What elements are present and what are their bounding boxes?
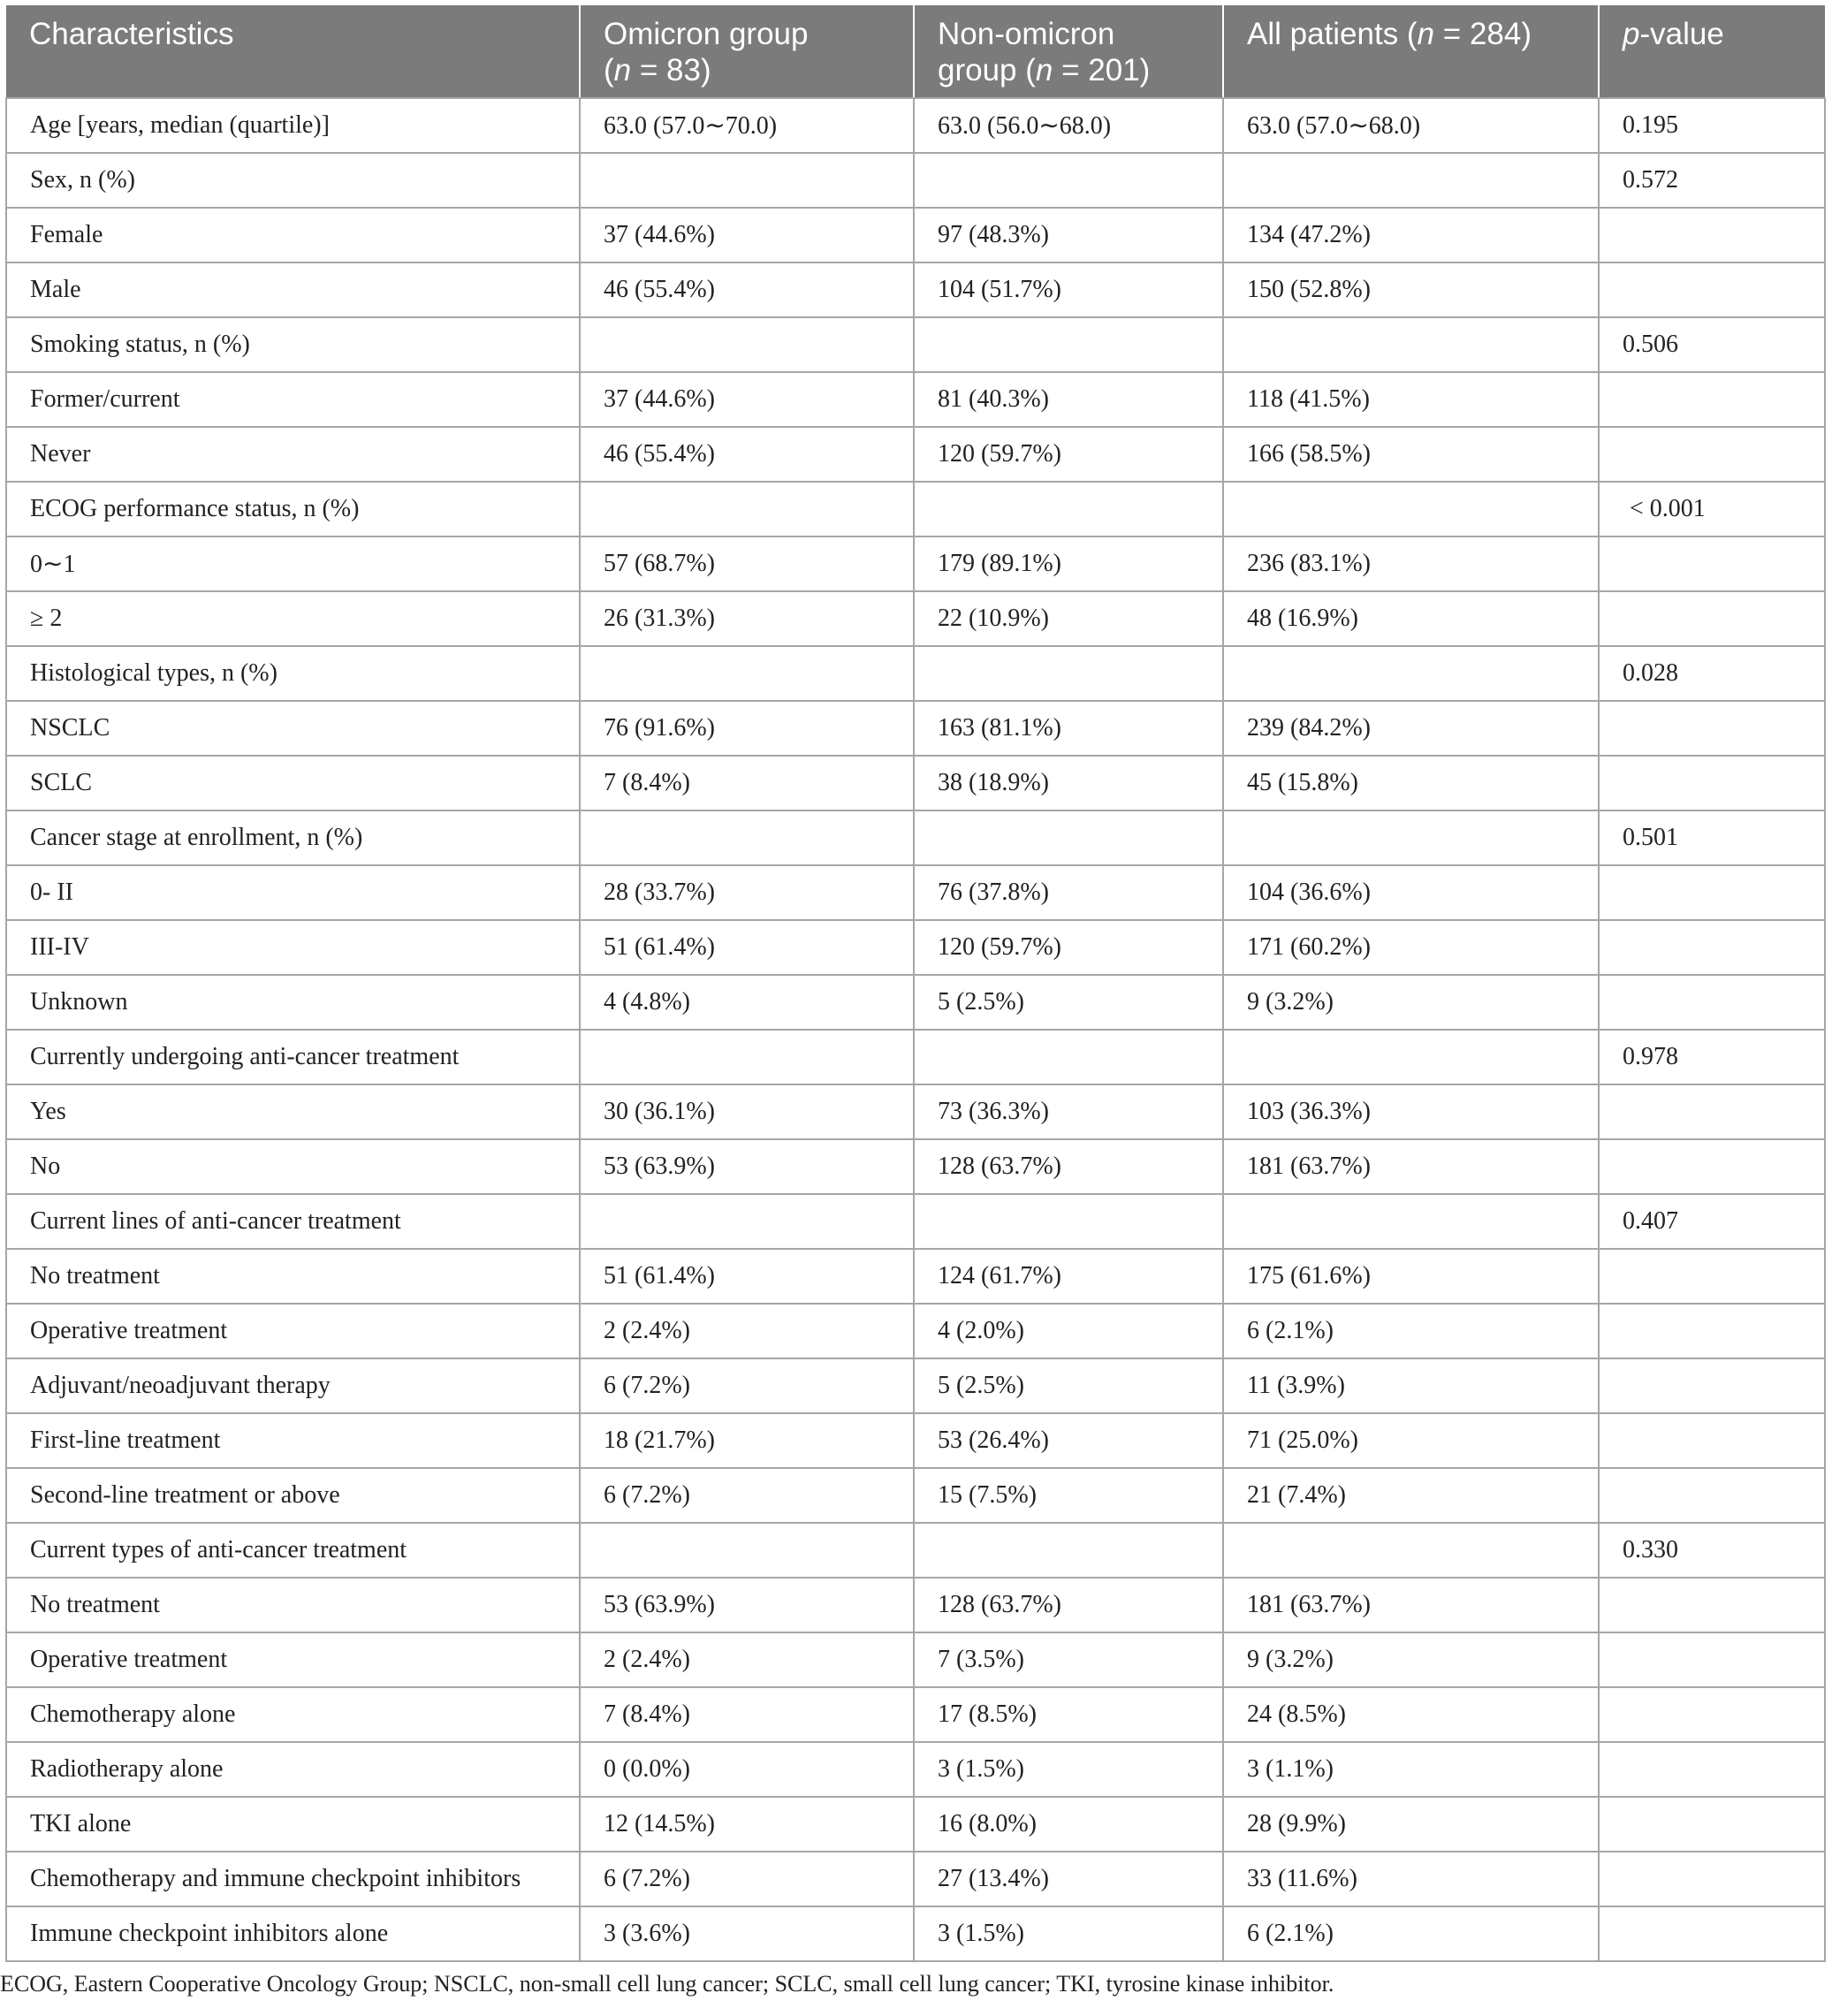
table-row [6,536,1825,591]
cell-p-value: 0.572 [1599,153,1825,208]
cell-p-value [1599,975,1825,1030]
cell-nonomicron: 104 (51.7%) [914,262,1223,317]
cell-nonomicron: 63.0 (56.0∼68.0) [914,98,1223,153]
cell-all-patients: 3 (1.1%) [1223,1742,1599,1797]
cell-characteristic: Unknown [6,975,580,1030]
table-row [6,1632,1825,1687]
cell-nonomicron: 120 (59.7%) [914,920,1223,975]
table-row [6,427,1825,482]
cell-all-patients: 6 (2.1%) [1223,1304,1599,1358]
cell-omicron: 51 (61.4%) [580,1249,914,1304]
cell-nonomicron [914,1194,1223,1249]
table-header [6,5,1825,98]
cell-all-patients: 48 (16.9%) [1223,591,1599,646]
header-p-var: p [1623,17,1640,51]
cell-characteristic: Histological types, n (%) [6,646,580,701]
cell-p-value: 0.506 [1599,317,1825,372]
cell-characteristic: NSCLC [6,701,580,756]
cell-p-value: 0.978 [1599,1030,1825,1084]
table-row [6,1523,1825,1578]
cell-omicron: 7 (8.4%) [580,756,914,810]
table-row [6,1030,1825,1084]
cell-nonomicron: 97 (48.3%) [914,208,1223,262]
table-container [0,5,1824,1997]
cell-all-patients: 118 (41.5%) [1223,372,1599,427]
cell-omicron [580,810,914,865]
cell-p-value [1599,1304,1825,1358]
cell-p-value: 0.195 [1599,98,1825,153]
cell-all-patients [1223,153,1599,208]
table-row [6,372,1825,427]
table-row [6,701,1825,756]
cell-p-value: 0.330 [1599,1523,1825,1578]
cell-characteristic: Currently undergoing anti-cancer treatment [6,1030,580,1084]
cell-characteristic: Cancer stage at enrollment, n (%) [6,810,580,865]
cell-all-patients: 236 (83.1%) [1223,536,1599,591]
header-omicron-n-suffix: = 83) [631,53,711,87]
cell-nonomicron: 120 (59.7%) [914,427,1223,482]
cell-p-value [1599,1413,1825,1468]
cell-characteristic: III-IV [6,920,580,975]
cell-p-value [1599,1742,1825,1797]
cell-p-value [1599,427,1825,482]
cell-nonomicron [914,153,1223,208]
cell-omicron: 6 (7.2%) [580,1358,914,1413]
cell-characteristic: Immune checkpoint inhibitors alone [6,1906,580,1961]
cell-all-patients: 28 (9.9%) [1223,1797,1599,1852]
cell-nonomicron: 17 (8.5%) [914,1687,1223,1742]
cell-nonomicron [914,810,1223,865]
cell-all-patients: 175 (61.6%) [1223,1249,1599,1304]
cell-p-value [1599,536,1825,591]
table-row [6,262,1825,317]
cell-omicron: 28 (33.7%) [580,865,914,920]
cell-all-patients: 63.0 (57.0∼68.0) [1223,98,1599,153]
cell-all-patients: 71 (25.0%) [1223,1413,1599,1468]
cell-omicron: 53 (63.9%) [580,1139,914,1194]
header-nonomicron-n-var: n [1035,53,1053,87]
header-all-n-var: n [1417,17,1435,51]
table-row [6,208,1825,262]
cell-all-patients [1223,810,1599,865]
table-row [6,1687,1825,1742]
cell-characteristic: No treatment [6,1578,580,1632]
cell-p-value [1599,1797,1825,1852]
cell-all-patients [1223,1523,1599,1578]
cell-characteristic: Yes [6,1084,580,1139]
cell-characteristic: 0- II [6,865,580,920]
cell-p-value [1599,591,1825,646]
cell-characteristic: Adjuvant/neoadjuvant therapy [6,1358,580,1413]
table-row [6,1249,1825,1304]
cell-omicron: 63.0 (57.0∼70.0) [580,98,914,153]
cell-p-value [1599,1632,1825,1687]
cell-all-patients: 134 (47.2%) [1223,208,1599,262]
header-row [6,5,1825,98]
table-row [6,1413,1825,1468]
cell-omicron: 3 (3.6%) [580,1906,914,1961]
cell-characteristic: SCLC [6,756,580,810]
header-p-value [1599,5,1825,98]
cell-characteristic: Radiotherapy alone [6,1742,580,1797]
cell-omicron: 2 (2.4%) [580,1304,914,1358]
cell-p-value [1599,1468,1825,1523]
cell-omicron: 57 (68.7%) [580,536,914,591]
cell-all-patients: 6 (2.1%) [1223,1906,1599,1961]
cell-omicron: 7 (8.4%) [580,1687,914,1742]
table-footnote: ECOG, Eastern Cooperative Oncology Group; NSCLC, non-small cell lung cancer; SCLC, small cell lung cancer; TKI, tyrosine kinase inhibitor. [0,1971,1334,1997]
cell-p-value [1599,1687,1825,1742]
cell-omicron: 4 (4.8%) [580,975,914,1030]
table-row [6,756,1825,810]
cell-all-patients: 24 (8.5%) [1223,1687,1599,1742]
cell-omicron: 37 (44.6%) [580,208,914,262]
cell-nonomicron: 5 (2.5%) [914,1358,1223,1413]
cell-omicron: 6 (7.2%) [580,1468,914,1523]
cell-omicron: 0 (0.0%) [580,1742,914,1797]
cell-all-patients: 239 (84.2%) [1223,701,1599,756]
cell-all-patients: 9 (3.2%) [1223,975,1599,1030]
cell-nonomicron: 53 (26.4%) [914,1413,1223,1468]
cell-characteristic: TKI alone [6,1797,580,1852]
table-row [6,1139,1825,1194]
cell-omicron [580,317,914,372]
table-row [6,975,1825,1030]
cell-all-patients: 9 (3.2%) [1223,1632,1599,1687]
cell-characteristic: First-line treatment [6,1413,580,1468]
cell-characteristic: Second-line treatment or above [6,1468,580,1523]
cell-p-value [1599,1852,1825,1906]
cell-nonomicron: 124 (61.7%) [914,1249,1223,1304]
header-nonomicron-n-prefix: group ( [938,53,1036,87]
table-row [6,1742,1825,1797]
cell-all-patients: 103 (36.3%) [1223,1084,1599,1139]
cell-nonomicron: 73 (36.3%) [914,1084,1223,1139]
cell-characteristic: Operative treatment [6,1304,580,1358]
cell-p-value [1599,262,1825,317]
header-omicron-n-prefix: ( [604,53,614,87]
cell-characteristic: Male [6,262,580,317]
cell-all-patients: 45 (15.8%) [1223,756,1599,810]
cell-nonomicron: 5 (2.5%) [914,975,1223,1030]
header-nonomicron-n-suffix: = 201) [1053,53,1151,87]
cell-omicron: 37 (44.6%) [580,372,914,427]
table-row [6,1797,1825,1852]
cell-p-value [1599,756,1825,810]
table-row [6,810,1825,865]
cell-omicron: 18 (21.7%) [580,1413,914,1468]
cell-nonomicron: 16 (8.0%) [914,1797,1223,1852]
cell-all-patients [1223,646,1599,701]
header-all-prefix: All patients ( [1247,17,1418,51]
cell-all-patients [1223,317,1599,372]
cell-p-value [1599,1578,1825,1632]
cell-characteristic: Chemotherapy alone [6,1687,580,1742]
cell-nonomicron: 4 (2.0%) [914,1304,1223,1358]
cell-omicron [580,646,914,701]
cell-characteristic: Chemotherapy and immune checkpoint inhibitors [6,1852,580,1906]
cell-all-patients: 181 (63.7%) [1223,1578,1599,1632]
cell-omicron: 2 (2.4%) [580,1632,914,1687]
header-all-suffix: = 284) [1434,17,1532,51]
table-row [6,317,1825,372]
cell-p-value [1599,1249,1825,1304]
cell-p-value [1599,372,1825,427]
cell-p-value [1599,701,1825,756]
cell-nonomicron: 163 (81.1%) [914,701,1223,756]
table-row [6,1852,1825,1906]
cell-characteristic: Female [6,208,580,262]
cell-nonomicron: 3 (1.5%) [914,1742,1223,1797]
header-all-patients [1223,5,1599,98]
table-row [6,646,1825,701]
cell-all-patients: 166 (58.5%) [1223,427,1599,482]
table-row [6,1304,1825,1358]
header-omicron-n-var: n [613,53,632,87]
characteristics-table [5,5,1826,1962]
header-nonomicron-label: Non-omicron [938,17,1115,51]
cell-characteristic: No treatment [6,1249,580,1304]
cell-omicron [580,1194,914,1249]
cell-characteristic: Operative treatment [6,1632,580,1687]
cell-omicron: 46 (55.4%) [580,427,914,482]
cell-omicron [580,1030,914,1084]
cell-all-patients [1223,1030,1599,1084]
cell-characteristic: Age [years, median (quartile)] [6,98,580,153]
cell-nonomicron: 3 (1.5%) [914,1906,1223,1961]
table-row [6,1468,1825,1523]
header-characteristics-text: Characteristics [29,17,234,51]
cell-omicron: 30 (36.1%) [580,1084,914,1139]
cell-p-value: 0.407 [1599,1194,1825,1249]
cell-all-patients: 11 (3.9%) [1223,1358,1599,1413]
cell-p-value: 0.501 [1599,810,1825,865]
table-row [6,920,1825,975]
cell-nonomicron [914,646,1223,701]
cell-nonomicron: 38 (18.9%) [914,756,1223,810]
cell-nonomicron: 22 (10.9%) [914,591,1223,646]
cell-nonomicron: 81 (40.3%) [914,372,1223,427]
cell-all-patients: 21 (7.4%) [1223,1468,1599,1523]
cell-p-value [1599,1084,1825,1139]
cell-characteristic: Smoking status, n (%) [6,317,580,372]
header-omicron-label: Omicron group [604,17,809,51]
cell-p-value [1599,1139,1825,1194]
cell-omicron: 12 (14.5%) [580,1797,914,1852]
cell-p-value [1599,865,1825,920]
cell-p-value [1599,920,1825,975]
table-row [6,1578,1825,1632]
cell-p-value [1599,1358,1825,1413]
table-body [6,98,1825,1961]
cell-nonomicron: 15 (7.5%) [914,1468,1223,1523]
cell-nonomicron: 179 (89.1%) [914,536,1223,591]
cell-all-patients: 104 (36.6%) [1223,865,1599,920]
cell-nonomicron [914,1030,1223,1084]
cell-characteristic: Sex, n (%) [6,153,580,208]
cell-all-patients: 33 (11.6%) [1223,1852,1599,1906]
cell-nonomicron: 128 (63.7%) [914,1139,1223,1194]
cell-p-value: 0.028 [1599,646,1825,701]
table-row [6,591,1825,646]
header-omicron-group [580,5,914,98]
table-row [6,865,1825,920]
cell-nonomicron: 76 (37.8%) [914,865,1223,920]
cell-all-patients: 181 (63.7%) [1223,1139,1599,1194]
cell-nonomicron [914,482,1223,536]
cell-p-value [1599,1906,1825,1961]
cell-omicron: 26 (31.3%) [580,591,914,646]
cell-omicron: 6 (7.2%) [580,1852,914,1906]
cell-p-value [1599,208,1825,262]
cell-omicron: 76 (91.6%) [580,701,914,756]
cell-characteristic: ≥ 2 [6,591,580,646]
cell-characteristic: Former/current [6,372,580,427]
cell-omicron: 53 (63.9%) [580,1578,914,1632]
cell-omicron [580,482,914,536]
table-row [6,1084,1825,1139]
cell-nonomicron [914,317,1223,372]
table-row [6,482,1825,536]
table-row [6,1194,1825,1249]
header-characteristics [6,5,580,98]
cell-characteristic: 0∼1 [6,536,580,591]
cell-all-patients [1223,1194,1599,1249]
cell-nonomicron [914,1523,1223,1578]
header-p-suffix: -value [1639,17,1724,51]
cell-omicron: 46 (55.4%) [580,262,914,317]
cell-omicron: 51 (61.4%) [580,920,914,975]
cell-nonomicron: 128 (63.7%) [914,1578,1223,1632]
table-row [6,1358,1825,1413]
cell-characteristic: Never [6,427,580,482]
cell-omicron [580,153,914,208]
cell-all-patients: 171 (60.2%) [1223,920,1599,975]
cell-all-patients [1223,482,1599,536]
cell-all-patients: 150 (52.8%) [1223,262,1599,317]
cell-characteristic: No [6,1139,580,1194]
cell-characteristic: ECOG performance status, n (%) [6,482,580,536]
cell-nonomicron: 27 (13.4%) [914,1852,1223,1906]
cell-p-value: < 0.001 [1599,482,1825,536]
cell-characteristic: Current types of anti-cancer treatment [6,1523,580,1578]
table-row [6,153,1825,208]
table-row [6,98,1825,153]
cell-characteristic: Current lines of anti-cancer treatment [6,1194,580,1249]
cell-omicron [580,1523,914,1578]
cell-nonomicron: 7 (3.5%) [914,1632,1223,1687]
header-nonomicron-group [914,5,1223,98]
table-row [6,1906,1825,1961]
